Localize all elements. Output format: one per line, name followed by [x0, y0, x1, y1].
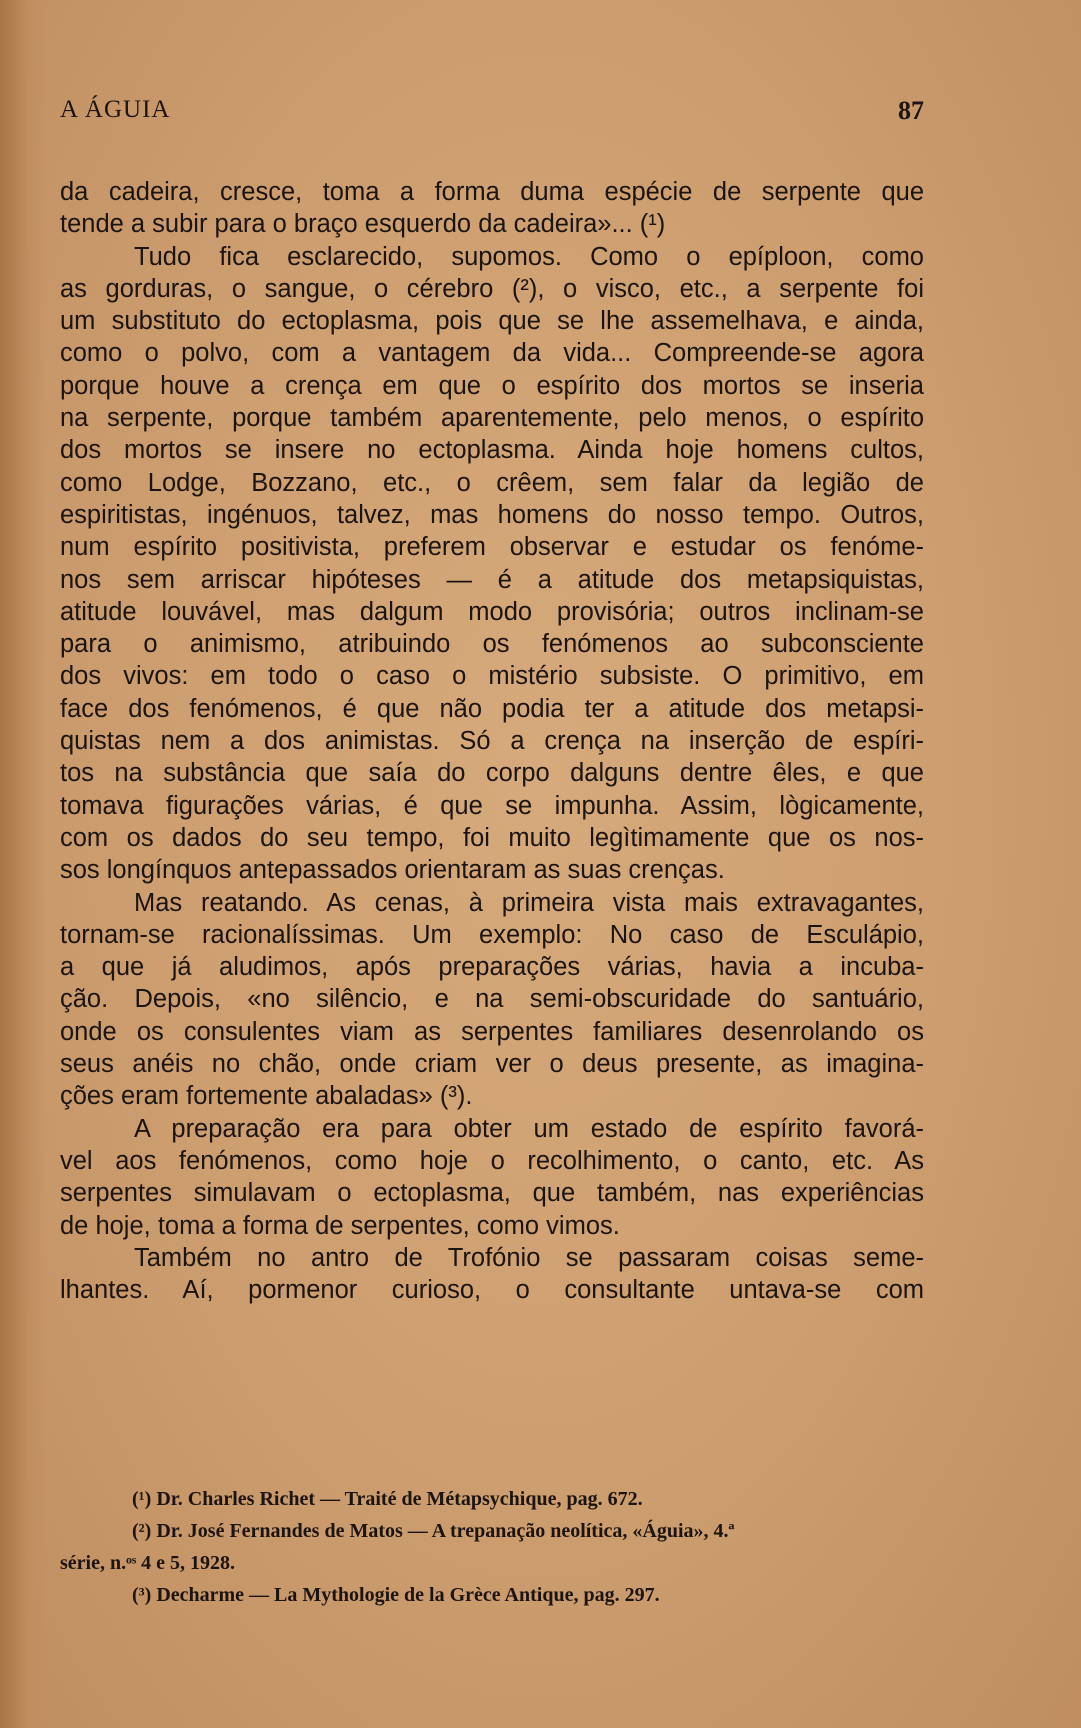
text-line: lhantes. Aí, pormenor curioso, o consultante untava-se com	[60, 1276, 924, 1305]
text-line: da cadeira, cresce, toma a forma duma espécie de serpente que	[60, 178, 924, 206]
text-line: como o polvo, com a vantagem da vida... Compreende-se agora	[60, 339, 924, 368]
text-line: espiritistas, ingénuos, talvez, mas homens do nosso tempo. Outros,	[60, 500, 924, 529]
text-line: Também no antro de Trofónio se passaram coisas seme-	[134, 1243, 924, 1272]
text-line: quistas nem a dos animistas. Só a crença na inserção de espíri-	[60, 727, 924, 756]
text-line: para o animismo, atribuindo os fenómenos ao subconsciente	[60, 630, 924, 659]
text-line: face dos fenómenos, é que não podia ter a atitude dos metapsi-	[60, 694, 924, 723]
footnotes	[60, 1483, 924, 1611]
footnote-3: (³) Decharme — La Mythologie de la Grèce Antique, pag. 297.	[132, 1584, 660, 1606]
text-line: tornam-se racionalíssimas. Um exemplo: No caso de Esculápio,	[60, 920, 924, 949]
page-edge-shadow	[0, 0, 46, 1728]
footnote-1: (¹) Dr. Charles Richet — Traité de Métapsychique, pag. 672.	[132, 1488, 643, 1510]
text-line: como Lodge, Bozzano, etc., o crêem, sem falar da legião de	[60, 468, 924, 497]
text-line: tomava figurações várias, é que se impunha. Assim, lògicamente,	[60, 791, 924, 820]
text-line: na serpente, porque também aparentemente, pelo menos, o espírito	[60, 404, 924, 433]
text-line: de hoje, toma a forma de serpentes, como vimos.	[60, 1211, 620, 1240]
text-line: Mas reatando. As cenas, à primeira vista mais extravagantes,	[134, 888, 924, 917]
text-line: Tudo fica esclarecido, supomos. Como o epíploon, como	[134, 242, 924, 271]
text-line: A preparação era para obter um estado de espírito favorá-	[134, 1114, 924, 1143]
text-line: tende a subir para o braço esquerdo da cadeira»... (¹)	[60, 210, 666, 239]
text-line: com os dados do seu tempo, foi muito legìtimamente que os nos-	[60, 823, 924, 852]
text-line: ções eram fortemente abaladas» (³).	[60, 1082, 473, 1111]
text-line: nos sem arriscar hipóteses — é a atitude dos metapsiquistas,	[60, 565, 924, 594]
text-line: serpentes simulavam o ectoplasma, que também, nas experiências	[60, 1179, 924, 1208]
text-line: um substituto do ectoplasma, pois que se lhe assemelhava, e ainda,	[60, 307, 924, 336]
footnote-2-continuation: série, n.ᵒˢ 4 e 5, 1928.	[60, 1552, 236, 1574]
text-line: atitude louvável, mas dalgum modo provisória; outros inclinam-se	[60, 597, 924, 626]
page-header	[60, 96, 924, 136]
running-title: A ÁGUIA	[60, 96, 171, 123]
text-line: onde os consulentes viam as serpentes familiares desenrolando os	[60, 1017, 924, 1046]
text-line: as gorduras, o sangue, o cérebro (²), o visco, etc., a serpente foi	[60, 274, 924, 303]
text-line: sos longínquos antepassados orientaram as suas crenças.	[60, 856, 725, 885]
text-line: tos na substância que saía do corpo dalguns dentre êles, e que	[60, 759, 924, 788]
text-line: ção. Depois, «no silêncio, e na semi-obscuridade do santuário,	[60, 985, 924, 1014]
body-text	[60, 176, 924, 1306]
text-line: dos vivos: em todo o caso o mistério subsiste. O primitivo, em	[60, 662, 924, 691]
footnote-2: (²) Dr. José Fernandes de Matos — A trepanação neolítica, «Águia», 4.ª	[132, 1520, 735, 1542]
page-number: 87	[898, 96, 924, 125]
text-line: porque houve a crença em que o espírito dos mortos se inseria	[60, 371, 924, 400]
text-line: dos mortos se insere no ectoplasma. Ainda hoje homens cultos,	[60, 436, 924, 465]
text-line: num espírito positivista, preferem observar e estudar os fenóme-	[60, 533, 924, 562]
text-line: vel aos fenómenos, como hoje o recolhimento, o canto, etc. As	[60, 1146, 924, 1175]
text-line: a que já aludimos, após preparações várias, havia a incuba-	[60, 953, 924, 982]
text-line: seus anéis no chão, onde criam ver o deus presente, as imagina-	[60, 1050, 924, 1079]
